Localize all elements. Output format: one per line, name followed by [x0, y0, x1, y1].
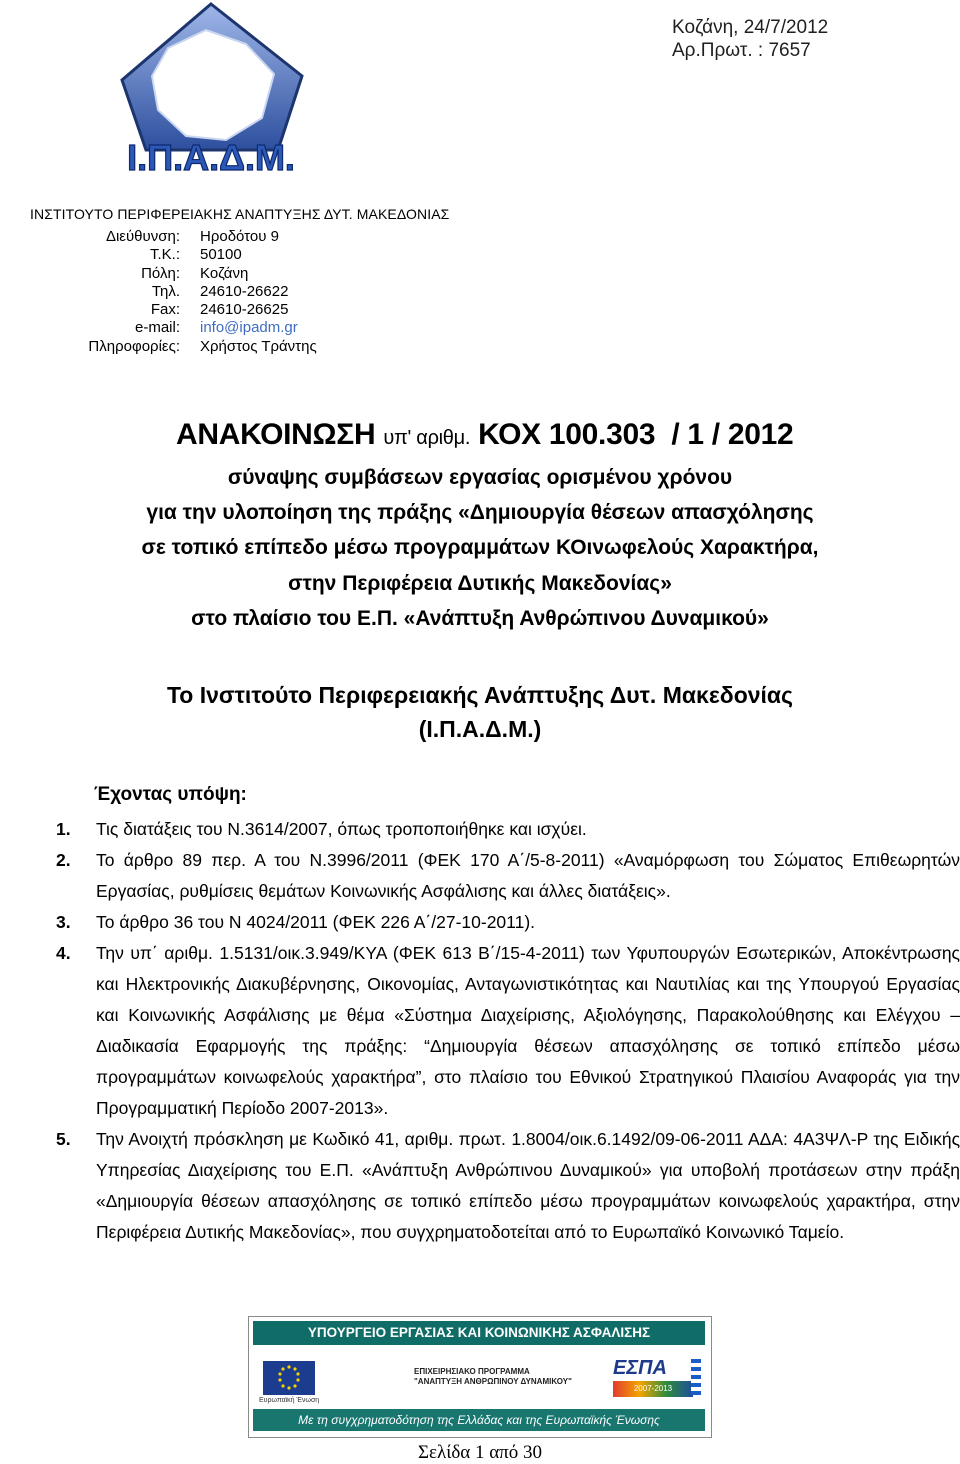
greek-flag-icon [691, 1359, 701, 1395]
subtitle-line: στην Περιφέρεια Δυτικής Μακεδονίας» [288, 571, 672, 595]
logo-text: Ι.Π.Α.Δ.Μ. [127, 137, 295, 178]
program-title: ΕΠΙΧΕΙΡΗΣΙΑΚΟ ΠΡΟΓΡΑΜΜΑ "ΑΝΑΠΤΥΞΗ ΑΝΘΡΩΠΙΝΟΥ ΔΥΝΑΜΙΚΟΥ" [414, 1367, 572, 1386]
page-number: Σελίδα 1 από 30 [417, 1442, 543, 1463]
list-item: 3. Το άρθρο 36 του Ν 4024/2011 (ΦΕΚ 226 Α΄/27-10-2011). [56, 912, 536, 932]
institute-name: ΙΝΣΤΙΤΟΥΤΟ ΠΕΡΙΦΕΡΕΙΑΚΗΣ ΑΝΑΠΤΥΞΗΣ ΔΥΤ. ΜΑΚΕΔΟΝΙΑΣ [30, 206, 450, 222]
issuer-name: Το Ινστιτούτο Περιφερειακής Ανάπτυξης Δυτ. Μακεδονίας [166, 682, 794, 708]
contact-info [20, 228, 317, 356]
considering-list [56, 814, 960, 1248]
ipadm-logo [106, 0, 316, 185]
contact-row-address: Διεύθυνση: Ηροδότου 9 [105, 228, 279, 245]
contact-row-info: Πληροφορίες: Χρήστος Τράντης [88, 337, 317, 355]
espa-logo: ΕΣΠΑ 2007-2013 [613, 1357, 693, 1401]
protocol-number: Αρ.Πρωτ. : 7657 [672, 40, 811, 61]
ministry-banner-title: ΥΠΟΥΡΓΕΙΟ ΕΡΓΑΣΙΑΣ ΚΑΙ ΚΟΙΝΩΝΙΚΗΣ ΑΣΦΑΛΙΣΗΣ [253, 1321, 705, 1345]
contact-row-city: Πόλη: Κοζάνη [141, 264, 249, 282]
list-item: 1. Τις διατάξεις του Ν.3614/2007, όπως τροποποιήθηκε και ισχύει. [56, 819, 587, 839]
announcement-title [176, 418, 793, 452]
funding-banner [248, 1316, 712, 1438]
email-link[interactable]: info@ipadm.gr [200, 319, 298, 337]
issuer-block [0, 678, 960, 746]
date-block [672, 16, 828, 62]
contact-row-fax: Fax: 24610-26625 [150, 301, 289, 319]
cofunding-note: Με τη συγχρηματοδότηση της Ελλάδας και της Ευρωπαϊκής Ένωσης [253, 1409, 705, 1431]
subtitle-line: σύναψης συμβάσεων εργασίας ορισμένου χρόνου [227, 466, 733, 489]
list-item: 2. Το άρθρο 89 περ. Α του Ν.3996/2011 (ΦΕΚ 170 Α΄/5-8-2011) «Αναμόρφωση του Σώματος Επιθεωρητών Εργασίας, ρυθμίσεις θεμάτων Κοινωνικής Ασφάλισης και άλλες διατάξεις». [56, 850, 960, 901]
eu-flag-icon [263, 1361, 315, 1395]
document-date: Κοζάνη, 24/7/2012 [672, 17, 829, 38]
announcement-subtitle [0, 460, 960, 636]
subtitle-line: για την υλοποίηση της πράξης «Δημιουργία θέσεων απασχόλησης [146, 501, 814, 525]
issuer-abbrev: (Ι.Π.Α.Δ.Μ.) [418, 716, 542, 742]
contact-row-phone: Τηλ. 24610-26622 [151, 282, 289, 300]
contact-row-email: e-mail: info@ipadm.gr [134, 319, 298, 337]
list-item: 5. Την Ανοιχτή πρόσκληση με Κωδικό 41, αριθμ. πρωτ. 1.8004/οικ.6.1492/09-06-2011 ΑΔΑ: 4Α3ΨΛ-Ρ της Ειδικής Υπηρεσίας Διαχείρισης του Ε.Π. «Ανάπτυξη Ανθρώπινου Δυναμικού» για υποβολή προτάσεων στην πράξη «Δημιουργία θέσεων απασχόλησης σε τοπικό επίπεδο μέσω προγραμμάτων κοινωφελούς χαρακτήρα, στην Περιφέρεια Δυτικής Μακεδονίας», που συγχρηματοδοτείται από το Ευρωπαϊκό Κοινωνικό Ταμείο. [56, 1129, 960, 1242]
announcement-number: ΚΟΧ 100.303 / 1 / 2012 [478, 418, 794, 451]
contact-row-postcode: Τ.Κ.: 50100 [149, 246, 242, 264]
subtitle-line: σε τοπικό επίπεδο μέσω προγραμμάτων ΚΟινωφελούς Χαρακτήρα, [141, 536, 819, 560]
considering-heading: Έχοντας υπόψη: [94, 784, 247, 805]
eu-label: Ευρωπαϊκή Ένωση [259, 1397, 320, 1404]
announcement-word: ΑΝΑΚΟΙΝΩΣΗ [176, 418, 376, 451]
list-item: 4. Την υπ΄ αριθμ. 1.5131/οικ.3.949/ΚΥΑ (ΦΕΚ 613 Β΄/15-4-2011) των Υφυπουργών Εσωτερικών, Αποκέντρωσης και Ηλεκτρονικής Διακυβέρνησης, Οικονομίας, Ανταγωνιστικότητας και Ναυτιλίας και της Υπουργού Εργασίας και Κοινωνικής Ασφάλισης με θέμα «Σύστημα Διαχείρισης, Αξιολόγησης, Παρακολούθησης και Ελέγχου – Διαδικασία Εφαρμογής της πράξης: “Δημιουργία θέσεων απασχόλησης σε τοπικό επίπεδο μέσω προγραμμάτων κοινωφελούς χαρακτήρα”, στο πλαίσιο του Εθνικού Στρατηγικού Πλαισίου Αναφοράς για την Προγραμματική Περίοδο 2007-2013». [56, 943, 960, 1118]
subtitle-line: στο πλαίσιο του Ε.Π. «Ανάπτυξη Ανθρώπινου Δυναμικού» [191, 606, 769, 630]
announcement-ref-label: υπ' αριθμ. [383, 427, 471, 449]
